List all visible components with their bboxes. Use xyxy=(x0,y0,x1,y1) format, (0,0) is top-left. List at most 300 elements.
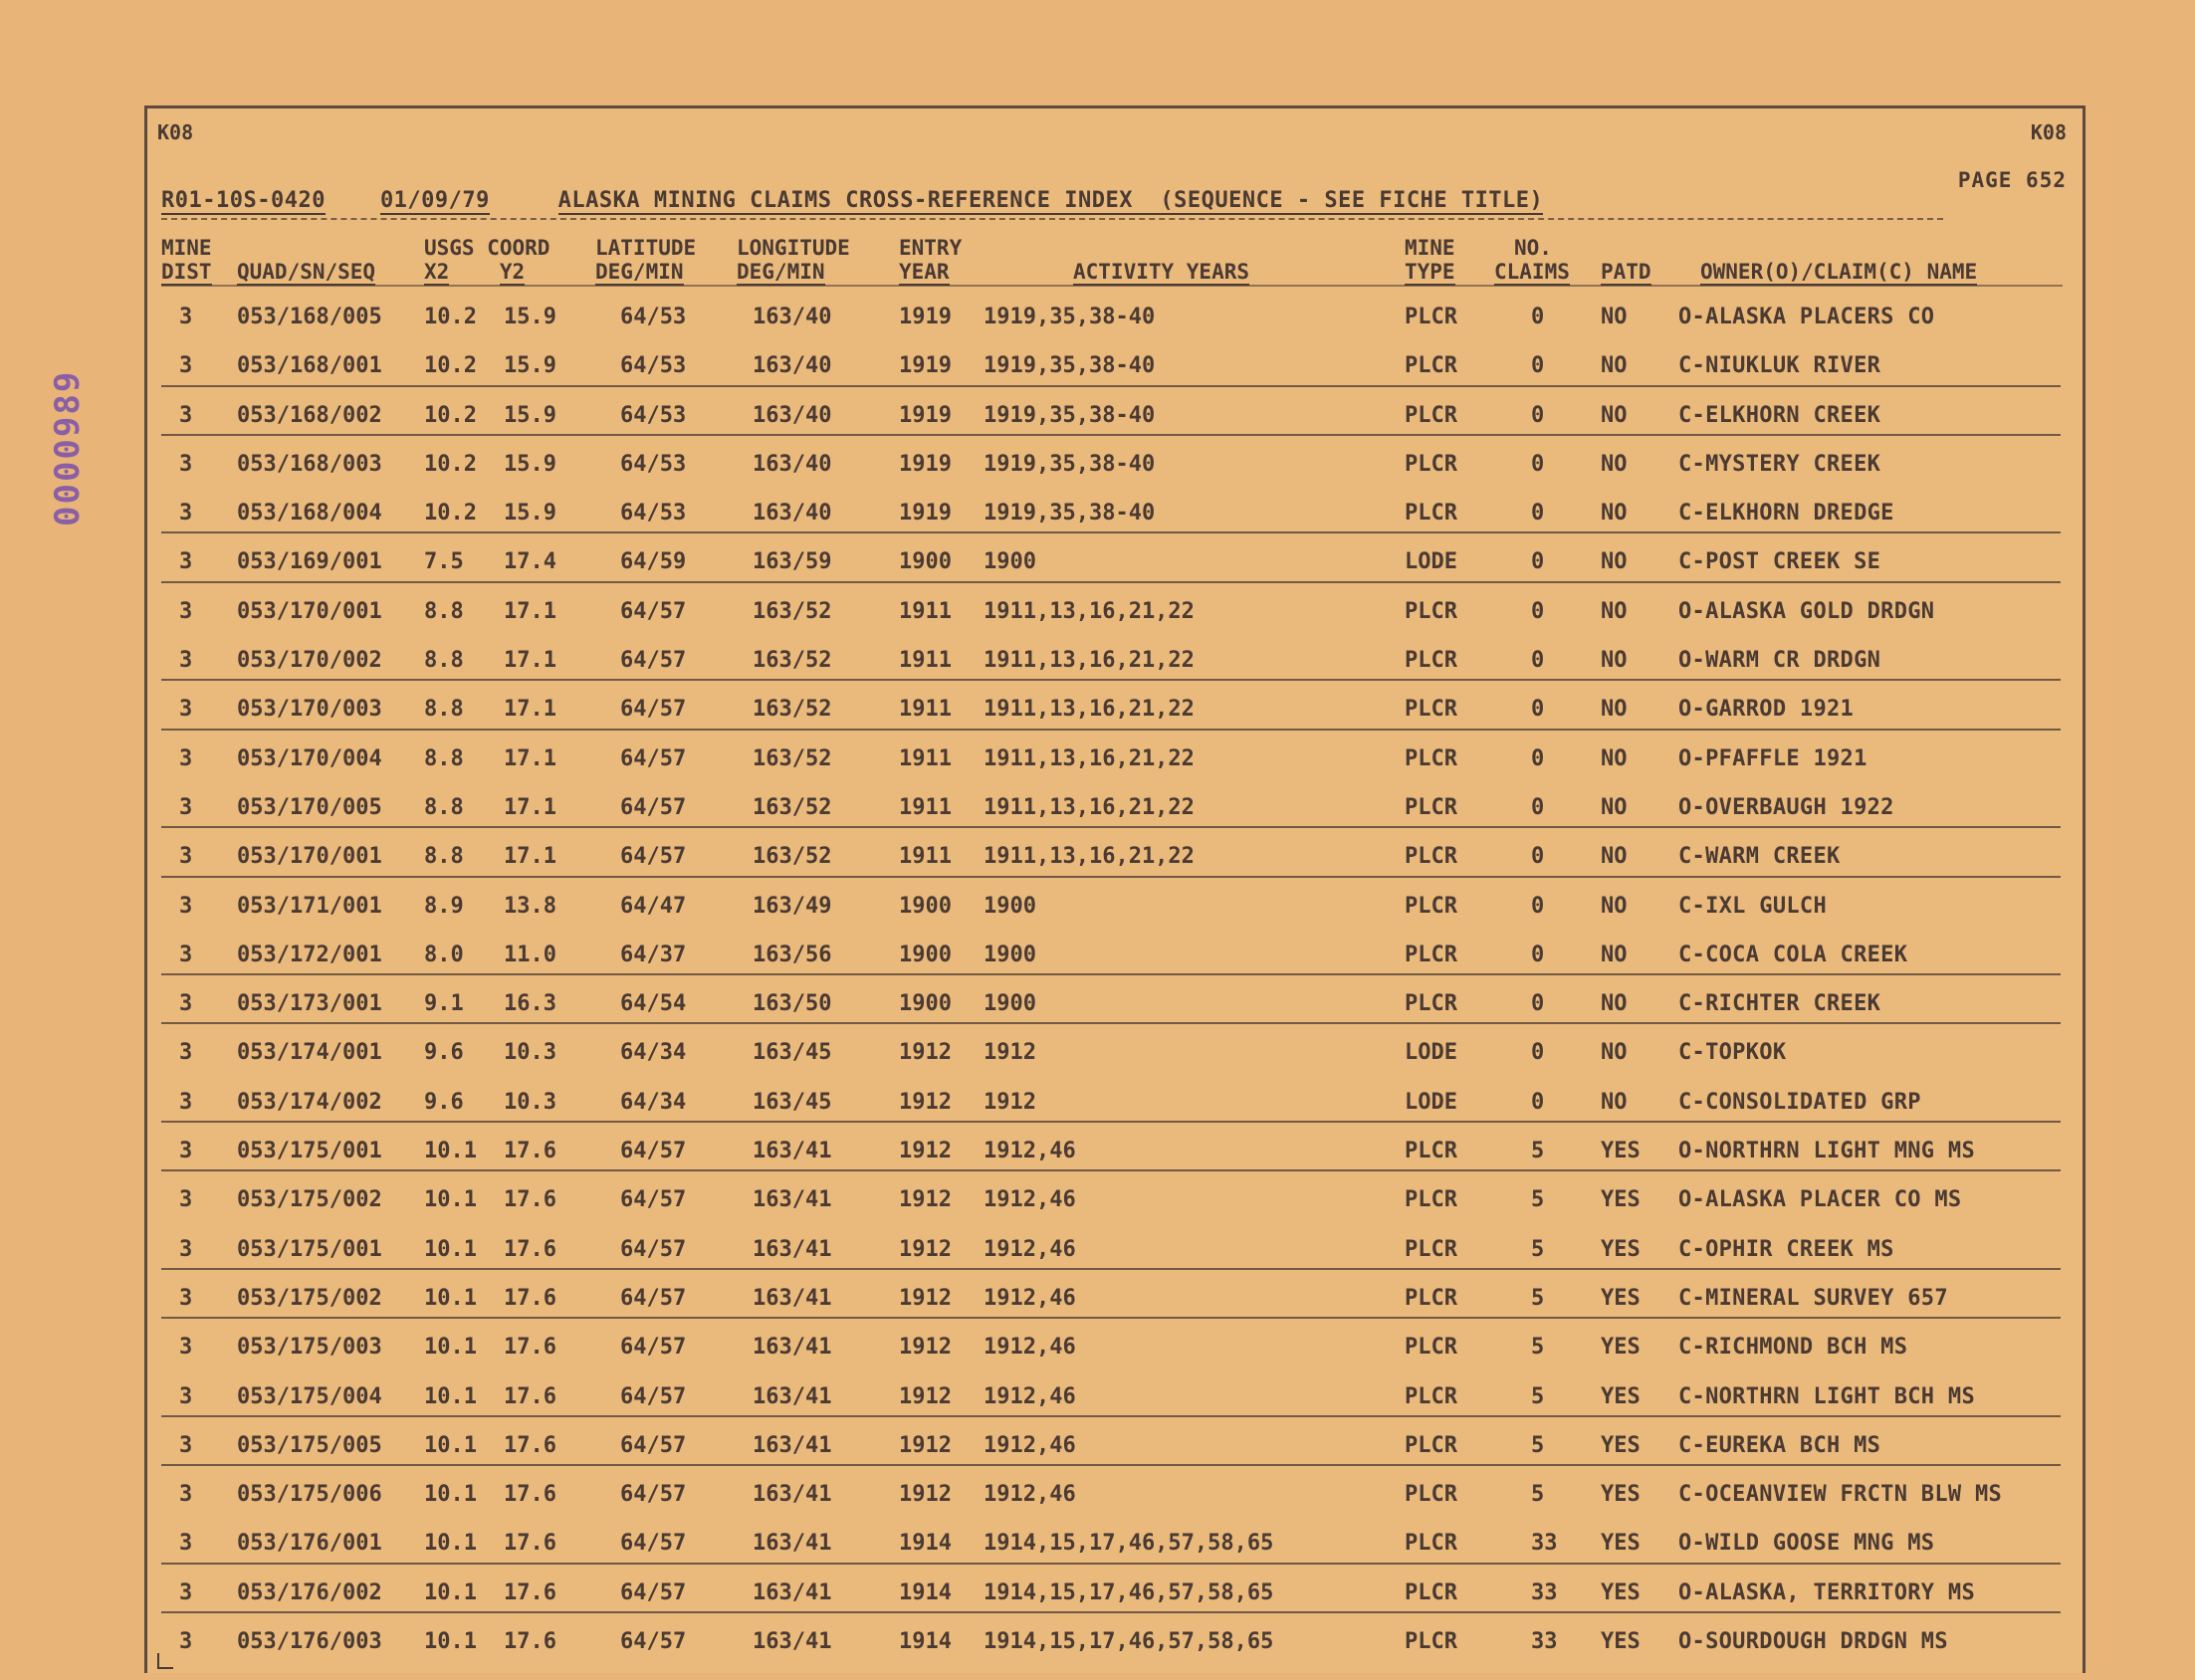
patd-cell: NO xyxy=(1601,893,1628,919)
usgs-y2-cell: 15.9 xyxy=(504,402,556,428)
table-row xyxy=(147,1225,2083,1274)
mine-type-cell: PLCR xyxy=(1405,305,1457,329)
dist-cell: 3 xyxy=(179,1089,193,1115)
quad-sn-seq-cell: 053/175/001 xyxy=(237,1236,382,1262)
no-claims-cell: 0 xyxy=(1531,794,1545,820)
patd-cell: NO xyxy=(1601,648,1628,674)
usgs-y2-cell: 16.3 xyxy=(504,991,556,1017)
longitude-cell: 163/40 xyxy=(753,305,832,329)
header-type-line2: TYPE xyxy=(1405,260,1455,284)
header-entry-year xyxy=(899,236,962,284)
header-lat-line1: LATITUDE xyxy=(595,236,697,260)
usgs-x2-cell: 10.1 xyxy=(424,1579,477,1605)
longitude-cell: 163/40 xyxy=(753,353,832,379)
entry-year-cell: 1911 xyxy=(899,794,952,820)
header-patd xyxy=(1601,236,1651,284)
entry-year-cell: 1914 xyxy=(899,1579,952,1605)
latitude-cell: 64/34 xyxy=(620,1040,687,1066)
no-claims-cell: 0 xyxy=(1531,1040,1545,1066)
header-no-claims xyxy=(1494,236,1570,284)
entry-year-cell: 1919 xyxy=(899,402,952,428)
activity-years-cell: 1912,46 xyxy=(984,1187,1076,1213)
usgs-y2-cell: 15.9 xyxy=(504,501,556,526)
dist-cell: 3 xyxy=(179,1383,193,1409)
table-row xyxy=(147,735,2083,783)
activity-years-cell: 1912,46 xyxy=(984,1139,1076,1164)
usgs-y2-cell: 10.3 xyxy=(504,1089,556,1115)
dist-cell: 3 xyxy=(179,1040,193,1066)
quad-sn-seq-cell: 053/175/004 xyxy=(237,1383,382,1409)
activity-years-cell: 1914,15,17,46,57,58,65 xyxy=(984,1579,1274,1605)
no-claims-cell: 5 xyxy=(1531,1285,1545,1311)
latitude-cell: 64/57 xyxy=(620,1335,687,1361)
table-row xyxy=(147,341,2083,390)
report-date: 01/09/79 xyxy=(379,188,490,213)
no-claims-cell: 33 xyxy=(1531,1629,1558,1655)
usgs-x2-cell: 10.2 xyxy=(424,353,477,379)
mine-type-cell: PLCR xyxy=(1405,697,1457,723)
entry-year-cell: 1900 xyxy=(899,549,952,575)
mine-type-cell: PLCR xyxy=(1405,402,1457,428)
quad-sn-seq-cell: 053/175/001 xyxy=(237,1139,382,1164)
activity-years-cell: 1912 xyxy=(984,1089,1036,1115)
owner-claim-name-cell: O-OVERBAUGH 1922 xyxy=(1678,794,1894,820)
entry-year-cell: 1912 xyxy=(899,1187,952,1213)
entry-year-cell: 1900 xyxy=(899,893,952,919)
entry-year-cell: 1911 xyxy=(899,697,952,723)
entry-year-cell: 1912 xyxy=(899,1482,952,1508)
table-row xyxy=(147,1028,2083,1077)
longitude-cell: 163/41 xyxy=(753,1629,832,1655)
patd-cell: NO xyxy=(1601,353,1628,379)
owner-claim-name-cell: C-COCA COLA CREEK xyxy=(1678,942,1908,967)
corner-code-left: K08 xyxy=(157,120,194,144)
entry-year-cell: 1912 xyxy=(899,1139,952,1164)
mine-type-cell: PLCR xyxy=(1405,1579,1457,1605)
table-row xyxy=(147,587,2083,636)
table-row xyxy=(147,636,2083,685)
activity-years-cell: 1919,35,38-40 xyxy=(984,353,1156,379)
usgs-x2-cell: 10.1 xyxy=(424,1383,477,1409)
mine-type-cell: PLCR xyxy=(1405,1531,1457,1557)
latitude-cell: 64/57 xyxy=(620,1579,687,1605)
longitude-cell: 163/41 xyxy=(753,1383,832,1409)
entry-year-cell: 1900 xyxy=(899,991,952,1017)
usgs-y2-cell: 17.6 xyxy=(504,1579,556,1605)
table-row xyxy=(147,1127,2083,1175)
mine-type-cell: PLCR xyxy=(1405,451,1457,477)
usgs-y2-cell: 17.1 xyxy=(504,844,556,870)
usgs-y2-cell: 17.6 xyxy=(504,1531,556,1557)
index-sheet xyxy=(144,105,2085,1673)
dist-cell: 3 xyxy=(179,1531,193,1557)
usgs-y2-cell: 15.9 xyxy=(504,305,556,329)
no-claims-cell: 0 xyxy=(1531,697,1545,723)
owner-claim-name-cell: C-CONSOLIDATED GRP xyxy=(1678,1089,1921,1115)
quad-sn-seq-cell: 053/170/001 xyxy=(237,598,382,624)
activity-years-cell: 1919,35,38-40 xyxy=(984,305,1156,329)
activity-years-cell: 1919,35,38-40 xyxy=(984,451,1156,477)
mine-type-cell: PLCR xyxy=(1405,1432,1457,1458)
quad-sn-seq-cell: 053/176/002 xyxy=(237,1579,382,1605)
owner-claim-name-cell: C-NORTHRN LIGHT BCH MS xyxy=(1678,1383,1975,1409)
report-id: R01-10S-0420 xyxy=(161,188,326,213)
no-claims-cell: 0 xyxy=(1531,451,1545,477)
usgs-y2-cell: 17.1 xyxy=(504,745,556,771)
owner-claim-name-cell: O-ALASKA PLACER CO MS xyxy=(1678,1187,1962,1213)
usgs-x2-cell: 10.2 xyxy=(424,501,477,526)
longitude-cell: 163/49 xyxy=(753,893,832,919)
latitude-cell: 64/53 xyxy=(620,353,687,379)
longitude-cell: 163/52 xyxy=(753,648,832,674)
activity-years-cell: 1912,46 xyxy=(984,1383,1076,1409)
header-usgs-label: USGS COORD xyxy=(424,236,550,260)
table-row xyxy=(147,1078,2083,1127)
table-row xyxy=(147,685,2083,734)
patd-cell: YES xyxy=(1601,1285,1641,1311)
entry-year-cell: 1919 xyxy=(899,305,952,329)
latitude-cell: 64/57 xyxy=(620,844,687,870)
usgs-y2-cell: 17.6 xyxy=(504,1139,556,1164)
usgs-x2-cell: 8.8 xyxy=(424,745,464,771)
mine-type-cell: PLCR xyxy=(1405,942,1457,967)
table-row xyxy=(147,1569,2083,1617)
quad-sn-seq-cell: 053/168/003 xyxy=(237,451,382,477)
usgs-y2-cell: 17.1 xyxy=(504,697,556,723)
patd-cell: NO xyxy=(1601,451,1628,477)
usgs-x2-cell: 8.8 xyxy=(424,697,464,723)
latitude-cell: 64/57 xyxy=(620,1432,687,1458)
mine-type-cell: PLCR xyxy=(1405,598,1457,624)
mine-type-cell: LODE xyxy=(1405,549,1457,575)
table-row xyxy=(147,1470,2083,1519)
usgs-x2-cell: 9.6 xyxy=(424,1089,464,1115)
activity-years-cell: 1912,46 xyxy=(984,1482,1076,1508)
header-type-line1: MINE xyxy=(1405,236,1455,260)
header-mine-type xyxy=(1405,236,1455,284)
dist-cell: 3 xyxy=(179,1139,193,1164)
activity-years-cell: 1912 xyxy=(984,1040,1036,1066)
no-claims-cell: 0 xyxy=(1531,648,1545,674)
entry-year-cell: 1912 xyxy=(899,1335,952,1361)
entry-year-cell: 1911 xyxy=(899,844,952,870)
quad-sn-seq-cell: 053/175/005 xyxy=(237,1432,382,1458)
activity-years-cell: 1912,46 xyxy=(984,1285,1076,1311)
activity-years-cell: 1911,13,16,21,22 xyxy=(984,844,1195,870)
usgs-y2-cell: 10.3 xyxy=(504,1040,556,1066)
entry-year-cell: 1919 xyxy=(899,451,952,477)
usgs-y2-cell: 15.9 xyxy=(504,451,556,477)
longitude-cell: 163/52 xyxy=(753,794,832,820)
usgs-y2-cell: 17.6 xyxy=(504,1335,556,1361)
owner-claim-name-cell: C-NIUKLUK RIVER xyxy=(1678,353,1881,379)
activity-years-cell: 1911,13,16,21,22 xyxy=(984,697,1195,723)
longitude-cell: 163/52 xyxy=(753,745,832,771)
dist-cell: 3 xyxy=(179,1579,193,1605)
mine-type-cell: LODE xyxy=(1405,1089,1457,1115)
no-claims-cell: 5 xyxy=(1531,1335,1545,1361)
usgs-y2-cell: 11.0 xyxy=(504,942,556,967)
patd-cell: NO xyxy=(1601,402,1628,428)
dist-cell: 3 xyxy=(179,1335,193,1361)
patd-cell: NO xyxy=(1601,745,1628,771)
quad-sn-seq-cell: 053/174/001 xyxy=(237,1040,382,1066)
latitude-cell: 64/53 xyxy=(620,501,687,526)
usgs-y2-cell: 15.9 xyxy=(504,353,556,379)
quad-sn-seq-cell: 053/170/003 xyxy=(237,697,382,723)
table-row xyxy=(147,293,2083,341)
usgs-x2-cell: 7.5 xyxy=(424,549,464,575)
no-claims-cell: 0 xyxy=(1531,991,1545,1017)
owner-claim-name-cell: O-ALASKA PLACERS CO xyxy=(1678,305,1935,329)
table-row xyxy=(147,537,2083,586)
longitude-cell: 163/41 xyxy=(753,1187,832,1213)
no-claims-cell: 0 xyxy=(1531,893,1545,919)
usgs-y2-cell: 17.1 xyxy=(504,598,556,624)
usgs-x2-cell: 10.2 xyxy=(424,451,477,477)
latitude-cell: 64/53 xyxy=(620,402,687,428)
usgs-y2-cell: 17.6 xyxy=(504,1629,556,1655)
activity-years-cell: 1900 xyxy=(984,991,1036,1017)
mine-type-cell: PLCR xyxy=(1405,794,1457,820)
owner-claim-name-cell: C-RICHMOND BCH MS xyxy=(1678,1335,1908,1361)
longitude-cell: 163/45 xyxy=(753,1089,832,1115)
header-activity-label: ACTIVITY YEARS xyxy=(1073,260,1250,284)
header-dist-line2: DIST xyxy=(161,260,212,284)
latitude-cell: 64/37 xyxy=(620,942,687,967)
dist-cell: 3 xyxy=(179,794,193,820)
dist-cell: 3 xyxy=(179,697,193,723)
activity-years-cell: 1911,13,16,21,22 xyxy=(984,794,1195,820)
longitude-cell: 163/52 xyxy=(753,598,832,624)
table-row xyxy=(147,489,2083,537)
longitude-cell: 163/59 xyxy=(753,549,832,575)
activity-years-cell: 1900 xyxy=(984,549,1036,575)
usgs-y2-cell: 17.4 xyxy=(504,549,556,575)
mine-type-cell: PLCR xyxy=(1405,501,1457,526)
quad-sn-seq-cell: 053/172/001 xyxy=(237,942,382,967)
longitude-cell: 163/56 xyxy=(753,942,832,967)
owner-claim-name-cell: C-RICHTER CREEK xyxy=(1678,991,1881,1017)
activity-years-cell: 1912,46 xyxy=(984,1335,1076,1361)
patd-cell: NO xyxy=(1601,305,1628,329)
usgs-y2-cell: 17.6 xyxy=(504,1236,556,1262)
title-rule xyxy=(161,218,1943,220)
longitude-cell: 163/41 xyxy=(753,1335,832,1361)
patd-cell: NO xyxy=(1601,844,1628,870)
usgs-x2-cell: 8.9 xyxy=(424,893,464,919)
longitude-cell: 163/41 xyxy=(753,1236,832,1262)
header-claims-line2: CLAIMS xyxy=(1494,260,1570,284)
longitude-cell: 163/41 xyxy=(753,1139,832,1164)
activity-years-cell: 1911,13,16,21,22 xyxy=(984,745,1195,771)
header-lon-line1: LONGITUDE xyxy=(737,236,850,260)
no-claims-cell: 5 xyxy=(1531,1482,1545,1508)
longitude-cell: 163/52 xyxy=(753,844,832,870)
patd-cell: YES xyxy=(1601,1432,1641,1458)
longitude-cell: 163/40 xyxy=(753,402,832,428)
dist-cell: 3 xyxy=(179,745,193,771)
usgs-y2-cell: 17.6 xyxy=(504,1432,556,1458)
dist-cell: 3 xyxy=(179,844,193,870)
entry-year-cell: 1900 xyxy=(899,942,952,967)
longitude-cell: 163/40 xyxy=(753,451,832,477)
patd-cell: YES xyxy=(1601,1579,1641,1605)
owner-claim-name-cell: O-NORTHRN LIGHT MNG MS xyxy=(1678,1139,1975,1164)
table-row xyxy=(147,1323,2083,1371)
header-owner-label: OWNER(O)/CLAIM(C) NAME xyxy=(1700,260,1978,284)
header-lon-line2: DEG/MIN xyxy=(737,260,825,284)
header-x2: X2 xyxy=(424,260,450,284)
patd-cell: NO xyxy=(1601,697,1628,723)
dist-cell: 3 xyxy=(179,353,193,379)
quad-sn-seq-cell: 053/170/004 xyxy=(237,745,382,771)
owner-claim-name-cell: O-ALASKA GOLD DRDGN xyxy=(1678,598,1935,624)
entry-year-cell: 1912 xyxy=(899,1432,952,1458)
usgs-x2-cell: 10.1 xyxy=(424,1531,477,1557)
table-row xyxy=(147,1617,2083,1666)
patd-cell: NO xyxy=(1601,549,1628,575)
no-claims-cell: 5 xyxy=(1531,1383,1545,1409)
owner-claim-name-cell: C-EUREKA BCH MS xyxy=(1678,1432,1881,1458)
latitude-cell: 64/57 xyxy=(620,697,687,723)
no-claims-cell: 33 xyxy=(1531,1579,1558,1605)
latitude-cell: 64/57 xyxy=(620,745,687,771)
patd-cell: NO xyxy=(1601,1040,1628,1066)
patd-cell: NO xyxy=(1601,794,1628,820)
patd-cell: NO xyxy=(1601,991,1628,1017)
activity-years-cell: 1919,35,38-40 xyxy=(984,402,1156,428)
patd-cell: YES xyxy=(1601,1482,1641,1508)
header-rule xyxy=(161,285,2063,287)
longitude-cell: 163/40 xyxy=(753,501,832,526)
quad-sn-seq-cell: 053/169/001 xyxy=(237,549,382,575)
quad-sn-seq-cell: 053/175/002 xyxy=(237,1285,382,1311)
table-row xyxy=(147,832,2083,881)
usgs-x2-cell: 10.2 xyxy=(424,402,477,428)
page-number: PAGE 652 xyxy=(1957,168,2067,192)
header-quad xyxy=(237,236,375,284)
activity-years-cell: 1911,13,16,21,22 xyxy=(984,598,1195,624)
dist-cell: 3 xyxy=(179,305,193,329)
table-row xyxy=(147,783,2083,832)
no-claims-cell: 0 xyxy=(1531,844,1545,870)
latitude-cell: 64/53 xyxy=(620,305,687,329)
dist-cell: 3 xyxy=(179,549,193,575)
usgs-x2-cell: 9.6 xyxy=(424,1040,464,1066)
longitude-cell: 163/50 xyxy=(753,991,832,1017)
latitude-cell: 64/57 xyxy=(620,1383,687,1409)
side-stamp-number: 0000989 xyxy=(48,369,88,526)
dist-cell: 3 xyxy=(179,991,193,1017)
owner-claim-name-cell: C-ELKHORN DREDGE xyxy=(1678,501,1894,526)
mine-type-cell: PLCR xyxy=(1405,648,1457,674)
usgs-x2-cell: 10.1 xyxy=(424,1139,477,1164)
dist-cell: 3 xyxy=(179,1482,193,1508)
header-y2: Y2 xyxy=(499,260,526,284)
usgs-y2-cell: 17.6 xyxy=(504,1187,556,1213)
mine-type-cell: PLCR xyxy=(1405,353,1457,379)
quad-sn-seq-cell: 053/175/003 xyxy=(237,1335,382,1361)
activity-years-cell: 1914,15,17,46,57,58,65 xyxy=(984,1531,1274,1557)
latitude-cell: 64/57 xyxy=(620,598,687,624)
entry-year-cell: 1914 xyxy=(899,1629,952,1655)
no-claims-cell: 0 xyxy=(1531,305,1545,329)
no-claims-cell: 0 xyxy=(1531,942,1545,967)
longitude-cell: 163/41 xyxy=(753,1579,832,1605)
owner-claim-name-cell: O-PFAFFLE 1921 xyxy=(1678,745,1867,771)
entry-year-cell: 1919 xyxy=(899,353,952,379)
usgs-x2-cell: 10.1 xyxy=(424,1285,477,1311)
dist-cell: 3 xyxy=(179,1187,193,1213)
table-row xyxy=(147,1175,2083,1224)
patd-cell: YES xyxy=(1601,1629,1641,1655)
mine-type-cell: PLCR xyxy=(1405,893,1457,919)
longitude-cell: 163/45 xyxy=(753,1040,832,1066)
patd-cell: YES xyxy=(1601,1236,1641,1262)
header-entry-line2: YEAR xyxy=(899,260,950,284)
header-activity-years xyxy=(1073,236,1249,284)
entry-year-cell: 1911 xyxy=(899,745,952,771)
latitude-cell: 64/57 xyxy=(620,1139,687,1164)
header-dist-line1: MINE xyxy=(161,236,212,260)
usgs-x2-cell: 9.1 xyxy=(424,991,464,1017)
mine-type-cell: PLCR xyxy=(1405,1139,1457,1164)
patd-cell: YES xyxy=(1601,1383,1641,1409)
corner-code-right: K08 xyxy=(2030,120,2067,144)
latitude-cell: 64/54 xyxy=(620,991,687,1017)
usgs-y2-cell: 17.6 xyxy=(504,1383,556,1409)
quad-sn-seq-cell: 053/176/003 xyxy=(237,1629,382,1655)
longitude-cell: 163/41 xyxy=(753,1285,832,1311)
dist-cell: 3 xyxy=(179,648,193,674)
mine-type-cell: LODE xyxy=(1405,1040,1457,1066)
no-claims-cell: 0 xyxy=(1531,745,1545,771)
owner-claim-name-cell: O-WILD GOOSE MNG MS xyxy=(1678,1531,1935,1557)
entry-year-cell: 1912 xyxy=(899,1089,952,1115)
entry-year-cell: 1912 xyxy=(899,1236,952,1262)
usgs-x2-cell: 8.0 xyxy=(424,942,464,967)
mine-type-cell: PLCR xyxy=(1405,1187,1457,1213)
dist-cell: 3 xyxy=(179,1285,193,1311)
no-claims-cell: 5 xyxy=(1531,1236,1545,1262)
claims-table-body xyxy=(147,293,2083,1666)
owner-claim-name-cell: C-MYSTERY CREEK xyxy=(1678,451,1881,477)
owner-claim-name-cell: O-GARROD 1921 xyxy=(1678,697,1855,723)
header-longitude xyxy=(737,236,850,284)
mine-type-cell: PLCR xyxy=(1405,1335,1457,1361)
longitude-cell: 163/52 xyxy=(753,697,832,723)
entry-year-cell: 1912 xyxy=(899,1383,952,1409)
activity-years-cell: 1912,46 xyxy=(984,1432,1076,1458)
table-row xyxy=(147,979,2083,1028)
usgs-y2-cell: 17.6 xyxy=(504,1285,556,1311)
dist-cell: 3 xyxy=(179,451,193,477)
usgs-y2-cell: 17.1 xyxy=(504,794,556,820)
usgs-x2-cell: 10.1 xyxy=(424,1187,477,1213)
table-row xyxy=(147,882,2083,931)
owner-claim-name-cell: O-WARM CR DRDGN xyxy=(1678,648,1881,674)
quad-sn-seq-cell: 053/171/001 xyxy=(237,893,382,919)
latitude-cell: 64/57 xyxy=(620,1187,687,1213)
activity-years-cell: 1911,13,16,21,22 xyxy=(984,648,1195,674)
quad-sn-seq-cell: 053/170/002 xyxy=(237,648,382,674)
patd-cell: NO xyxy=(1601,1089,1628,1115)
no-claims-cell: 0 xyxy=(1531,501,1545,526)
latitude-cell: 64/57 xyxy=(620,1531,687,1557)
activity-years-cell: 1900 xyxy=(984,942,1036,967)
owner-claim-name-cell: C-OCEANVIEW FRCTN BLW MS xyxy=(1678,1482,2003,1508)
